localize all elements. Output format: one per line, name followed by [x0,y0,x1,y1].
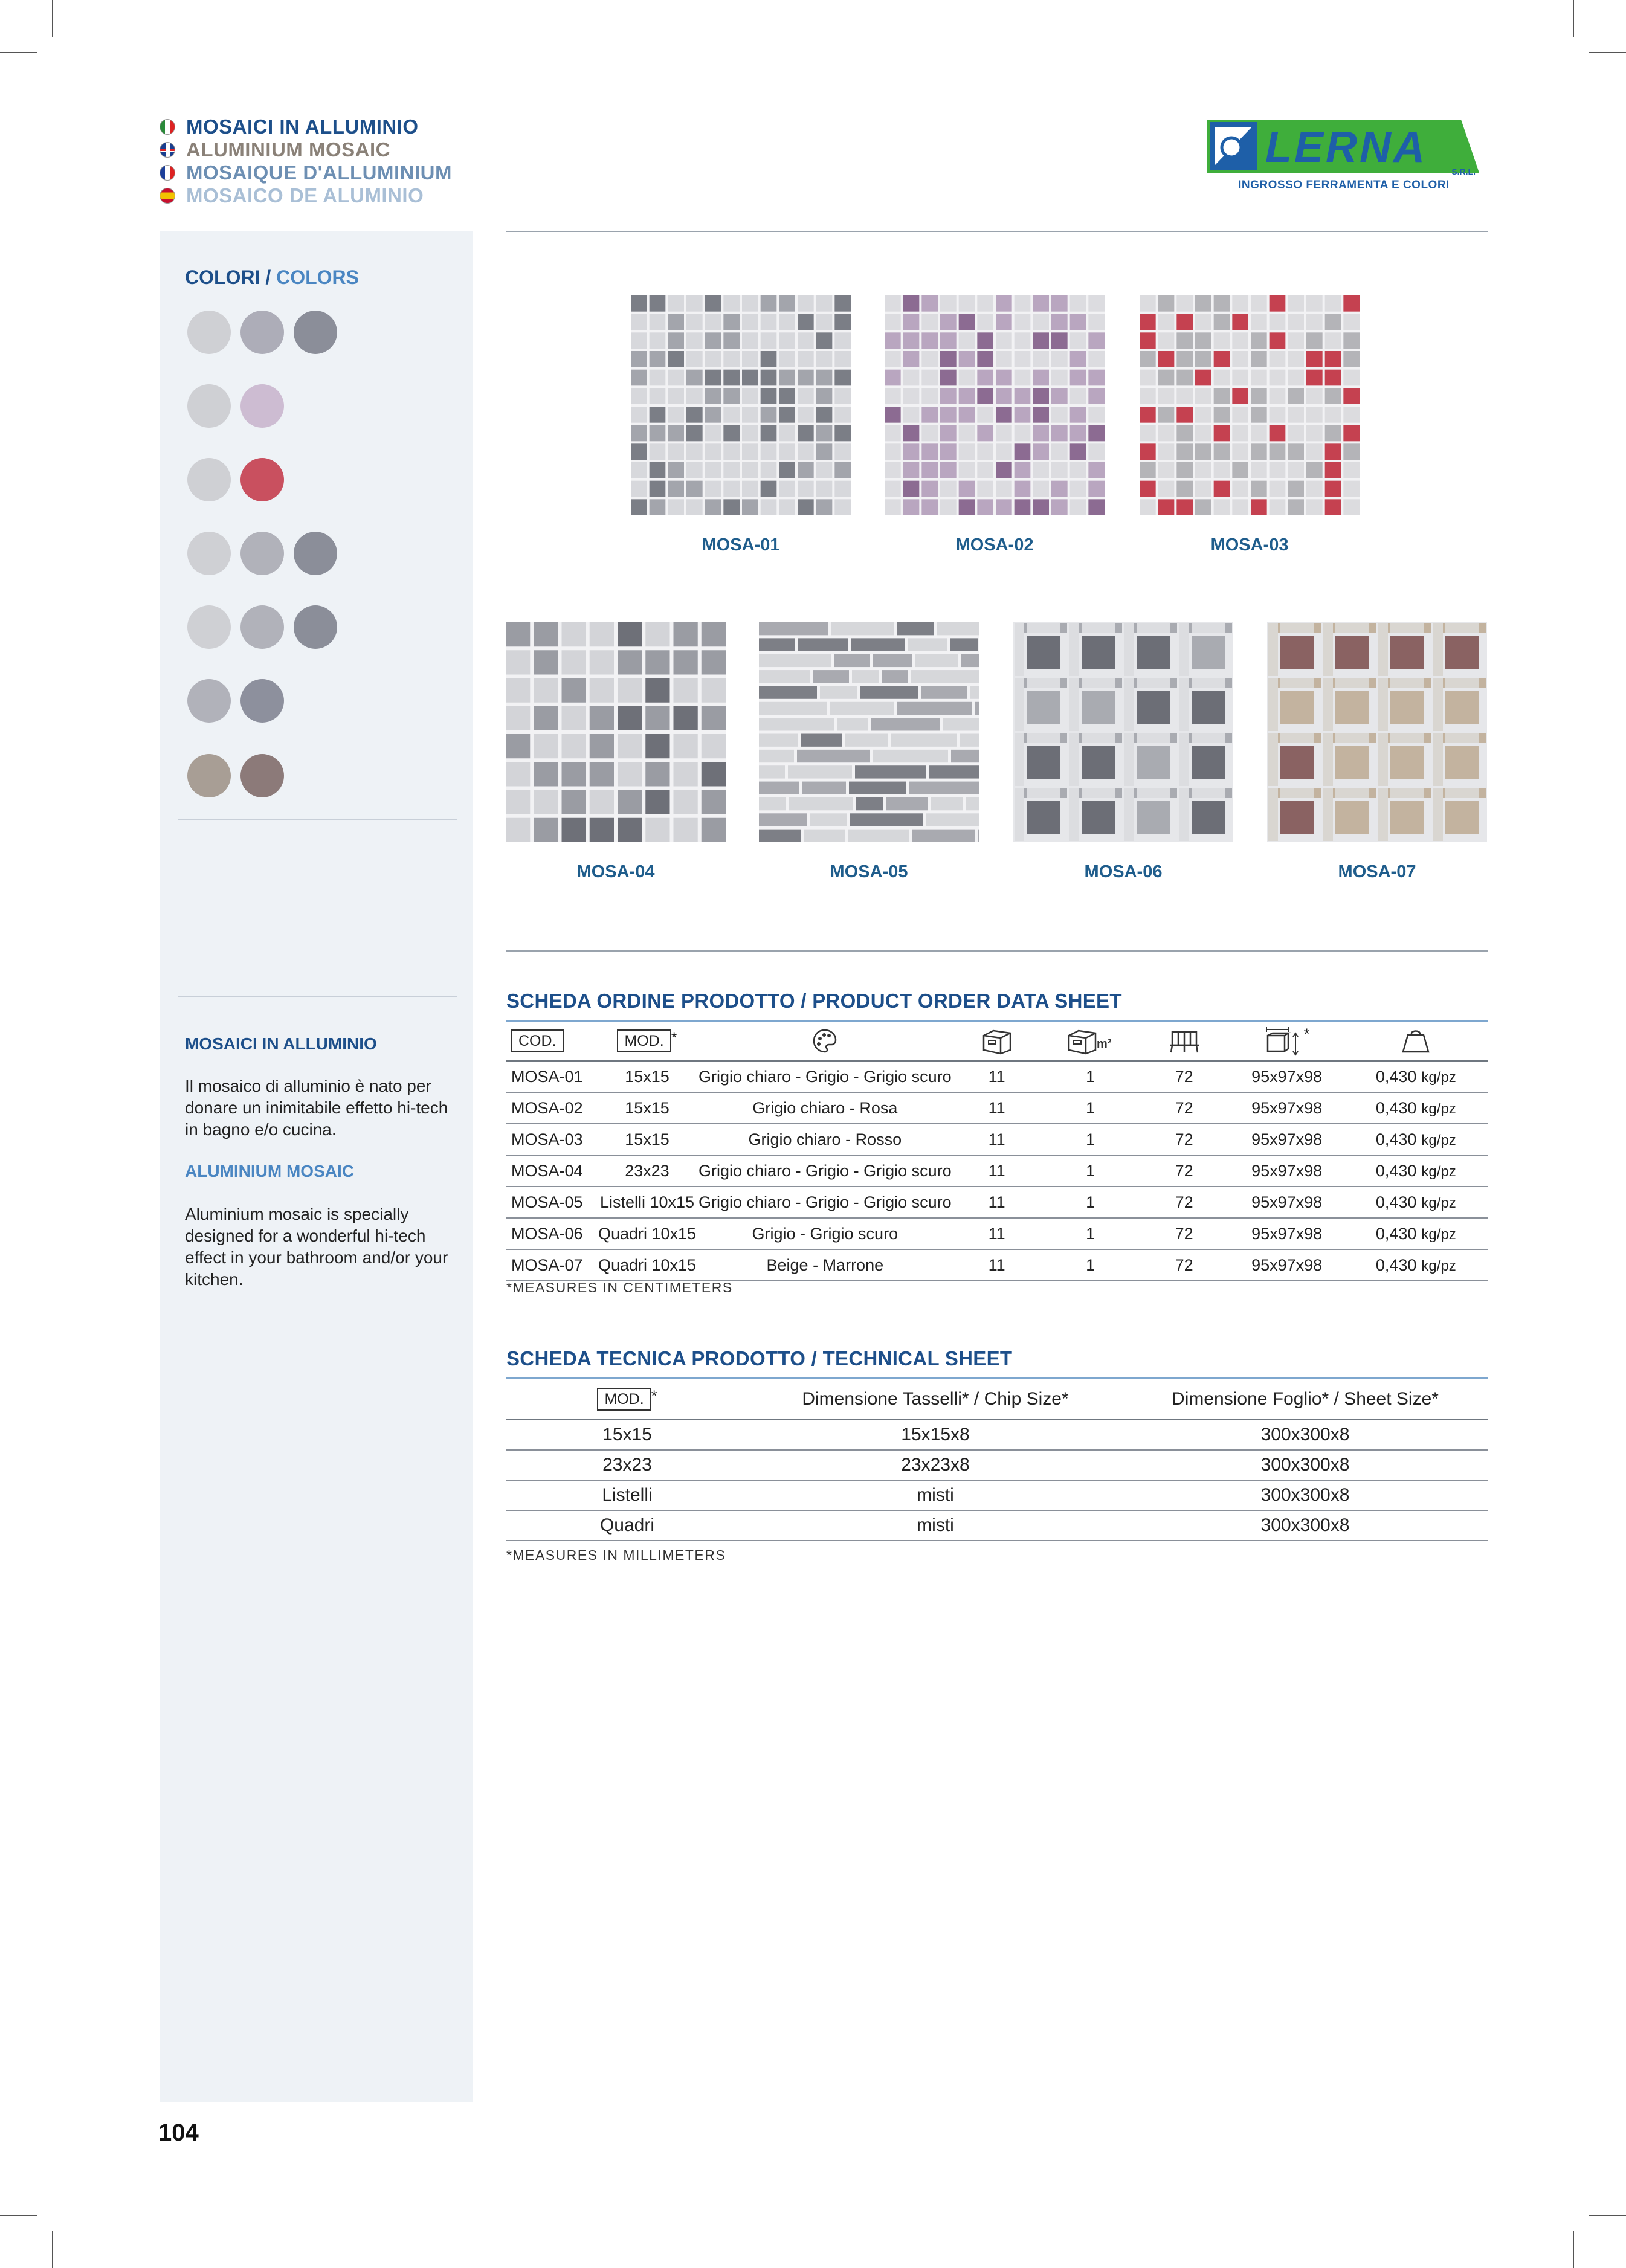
order-row [506,1061,1488,1092]
order-row [506,1092,1488,1124]
sidebar-divider [178,996,457,997]
cell-package-size: 95x97x98 [1230,1061,1344,1092]
cell-package-size: 95x97x98 [1230,1124,1344,1155]
size-star: * [1303,1026,1310,1043]
cell-sheet-size: 300x300x8 [1123,1510,1488,1541]
title-text: MOSAICO DE ALUMINIO [186,184,424,207]
cell-code: MOSA-07 [506,1249,596,1281]
order-header-row [506,1021,1488,1062]
color-swatch [187,605,231,649]
colors-title-en: COLORS [276,266,359,288]
cell-code: MOSA-03 [506,1124,596,1155]
crop-mark [1573,0,1574,37]
cell-model: Quadri [506,1510,748,1541]
sidebar-text-en: Aluminium mosaic is specially designed for a wonderful hi-tech effect in your bathroom and/or your kitchen. [185,1205,448,1289]
logo-suffix: S.R.L. [1451,167,1476,176]
cell-weight [1344,1155,1488,1187]
product-code-label: MOSA-03 [1210,535,1289,555]
cell-box: 11 [952,1187,1042,1218]
sidebar-heading-en: ALUMINIUM MOSAIC [185,1162,354,1181]
cell-weight [1344,1249,1488,1281]
weight-unit: kg/pz [1421,1163,1456,1180]
chip-size-header: Dimensione Tasselli* / Chip Size* [748,1379,1123,1420]
color-swatch [294,532,337,575]
title-it [160,115,419,138]
weight-unit: kg/pz [1421,1226,1456,1243]
cell-pallet: 72 [1139,1249,1230,1281]
cell-package-size: 95x97x98 [1230,1218,1344,1249]
product-code-label: MOSA-05 [830,862,908,881]
cell-square-meters: 1 [1042,1187,1139,1218]
cell-box: 11 [952,1061,1042,1092]
cell-box: 11 [952,1218,1042,1249]
crop-mark [1573,2231,1574,2268]
tech-row [506,1450,1488,1480]
order-row [506,1124,1488,1155]
color-swatch [240,754,284,797]
sidebar-text-it: Il mosaico di alluminio è nato per donare un inimitabile effetto hi-tech in bagno e/o cucina. [185,1077,448,1139]
weight-unit: kg/pz [1421,1100,1456,1117]
cell-chip-size: misti [748,1480,1123,1510]
cell-weight [1344,1061,1488,1092]
cell-square-meters: 1 [1042,1061,1139,1092]
cell-square-meters: 1 [1042,1218,1139,1249]
cell-sheet-size: 300x300x8 [1123,1480,1488,1510]
cell-model: Listelli [506,1480,748,1510]
tech-header-row [506,1379,1488,1420]
crop-mark [52,0,53,37]
color-swatch [294,605,337,649]
product-tile-image [1267,622,1487,842]
weight-unit: kg/pz [1421,1132,1456,1148]
svg-text:LERNA: LERNA [1265,123,1427,172]
cell-pallet: 72 [1139,1061,1230,1092]
tech-mod-header: MOD. [597,1388,651,1411]
cell-sheet-size: 300x300x8 [1123,1420,1488,1450]
cell-color: Grigio chiaro - Grigio - Grigio scuro [698,1187,952,1218]
color-swatch [187,679,231,723]
order-row [506,1155,1488,1187]
color-swatch [240,605,284,649]
order-row [506,1218,1488,1249]
cell-color: Grigio chiaro - Rosso [698,1124,952,1155]
lerna-logo [1207,118,1480,197]
colors-title [185,266,359,289]
product-tile-image [506,622,726,842]
weight-value: 0,430 [1375,1193,1417,1211]
title-text: ALUMINIUM MOSAIC [186,138,390,161]
cell-model: 23x23 [596,1155,698,1187]
crop-mark [0,2215,37,2216]
cell-square-meters: 1 [1042,1124,1139,1155]
tech-table [506,1377,1488,1541]
weight-unit: kg/pz [1421,1257,1456,1274]
weight-unit: kg/pz [1421,1069,1456,1086]
svg-text:m²: m² [1096,1037,1112,1051]
cell-model: 23x23 [506,1450,748,1480]
order-sheet-note: *MEASURES IN CENTIMETERS [506,1280,733,1295]
title-fr [160,161,452,184]
title-es [160,184,424,207]
weight-value: 0,430 [1375,1098,1417,1117]
product-tile-image [885,295,1105,515]
cell-square-meters: 1 [1042,1092,1139,1124]
cell-code: MOSA-06 [506,1218,596,1249]
italy-flag-icon [160,119,175,135]
tech-row [506,1510,1488,1541]
color-swatch [240,384,284,428]
cell-square-meters: 1 [1042,1155,1139,1187]
mod-header: MOD. [617,1029,671,1052]
package-dimensions-icon [1264,1026,1304,1056]
color-swatch [187,311,231,354]
product-code-label: MOSA-02 [955,535,1034,555]
weight-value: 0,430 [1375,1224,1417,1243]
weight-value: 0,430 [1375,1130,1417,1148]
spain-flag-icon [160,188,175,204]
cell-chip-size: 23x23x8 [748,1450,1123,1480]
product-tile-image [759,622,979,842]
box-icon [980,1027,1014,1055]
cell-chip-size: 15x15x8 [748,1420,1123,1450]
sidebar-divider [178,819,457,820]
box-square-meters-icon [1066,1027,1115,1055]
colors-title-it: COLORI [185,266,260,288]
cell-weight [1344,1124,1488,1155]
palette-icon [811,1028,838,1054]
header-divider [506,231,1488,232]
color-swatch [240,311,284,354]
color-swatch [187,458,231,501]
tech-row [506,1480,1488,1510]
mod-star: * [671,1029,677,1046]
cell-square-meters: 1 [1042,1249,1139,1281]
color-swatch [240,679,284,723]
cell-box: 11 [952,1155,1042,1187]
section-divider [506,950,1488,952]
cell-model: 15x15 [596,1124,698,1155]
cell-model: Listelli 10x15 [596,1187,698,1218]
crop-mark [1589,52,1626,53]
title-en [160,138,390,161]
weight-value: 0,430 [1375,1161,1417,1180]
cell-weight [1344,1187,1488,1218]
cell-chip-size: misti [748,1510,1123,1541]
cell-pallet: 72 [1139,1155,1230,1187]
france-flag-icon [160,165,175,181]
cell-color: Grigio chiaro - Rosa [698,1092,952,1124]
product-tile-image [1013,622,1233,842]
cell-weight [1344,1092,1488,1124]
color-swatch [240,532,284,575]
cell-model: 15x15 [596,1092,698,1124]
tech-sheet-title: SCHEDA TECNICA PRODOTTO / TECHNICAL SHEET [506,1347,1013,1370]
cell-color: Beige - Marrone [698,1249,952,1281]
weight-value: 0,430 [1375,1255,1417,1274]
colors-title-sep: / [260,266,277,288]
cell-package-size: 95x97x98 [1230,1155,1344,1187]
product-code-label: MOSA-04 [576,862,655,881]
color-swatch [240,458,284,501]
product-code-label: MOSA-06 [1084,862,1163,881]
cell-package-size: 95x97x98 [1230,1092,1344,1124]
title-text: MOSAICI IN ALLUMINIO [186,115,419,138]
cell-code: MOSA-02 [506,1092,596,1124]
tech-sheet-note: *MEASURES IN MILLIMETERS [506,1547,726,1563]
sidebar-heading-it: MOSAICI IN ALLUMINIO [185,1034,377,1053]
color-swatch [187,754,231,797]
cell-package-size: 95x97x98 [1230,1187,1344,1218]
uk-flag-icon [160,142,175,158]
product-code-label: MOSA-01 [702,535,780,555]
cod-header: COD. [511,1029,564,1052]
cell-color: Grigio chiaro - Grigio - Grigio scuro [698,1155,952,1187]
color-swatch [294,311,337,354]
page-number: 104 [158,2119,199,2146]
cell-box: 11 [952,1249,1042,1281]
cell-code: MOSA-01 [506,1061,596,1092]
product-tile-image [1140,295,1360,515]
cell-model: Quadri 10x15 [596,1218,698,1249]
tech-row [506,1420,1488,1450]
cell-box: 11 [952,1092,1042,1124]
cell-package-size: 95x97x98 [1230,1249,1344,1281]
cell-pallet: 72 [1139,1187,1230,1218]
crop-mark [0,52,37,53]
cell-code: MOSA-04 [506,1155,596,1187]
order-table [506,1020,1488,1281]
crop-mark [1589,2215,1626,2216]
color-swatch [187,532,231,575]
cell-color: Grigio chiaro - Grigio - Grigio scuro [698,1061,952,1092]
cell-code: MOSA-05 [506,1187,596,1218]
crop-mark [52,2231,53,2268]
color-swatch [187,384,231,428]
product-code-label: MOSA-07 [1338,862,1416,881]
weight-icon [1401,1028,1431,1054]
pallet-icon [1167,1027,1201,1055]
weight-value: 0,430 [1375,1067,1417,1086]
weight-unit: kg/pz [1421,1194,1456,1211]
cell-pallet: 72 [1139,1124,1230,1155]
cell-pallet: 72 [1139,1092,1230,1124]
order-row [506,1249,1488,1281]
cell-sheet-size: 300x300x8 [1123,1450,1488,1480]
cell-model: 15x15 [596,1061,698,1092]
sheet-size-header: Dimensione Foglio* / Sheet Size* [1123,1379,1488,1420]
title-text: MOSAIQUE D'ALLUMINIUM [186,161,452,184]
order-sheet-title: SCHEDA ORDINE PRODOTTO / PRODUCT ORDER DATA SHEET [506,990,1122,1012]
tech-mod-star: * [651,1388,657,1405]
cell-color: Grigio - Grigio scuro [698,1218,952,1249]
order-row [506,1187,1488,1218]
logo-tagline: INGROSSO FERRAMENTA E COLORI [1238,179,1450,192]
product-tile-image [631,295,851,515]
cell-weight [1344,1218,1488,1249]
cell-box: 11 [952,1124,1042,1155]
cell-pallet: 72 [1139,1218,1230,1249]
cell-model: 15x15 [506,1420,748,1450]
cell-model: Quadri 10x15 [596,1249,698,1281]
